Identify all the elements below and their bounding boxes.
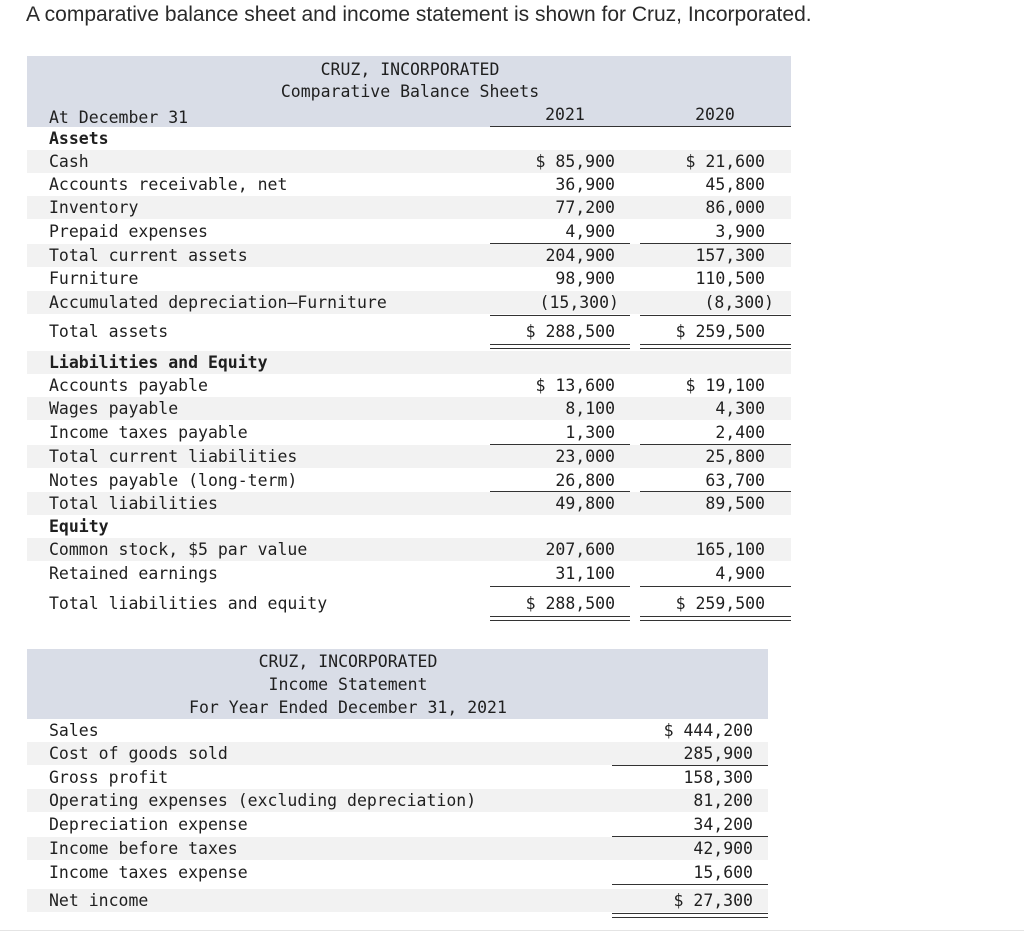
liabilities-heading-row (27, 351, 791, 374)
table-row: Income taxes expense 15,600 (49, 863, 753, 882)
assets-double-rule-2020 (640, 344, 791, 349)
liabilities-heading: Liabilities and Equity (49, 353, 268, 372)
income-period: For Year Ended December 31, 2021 (189, 698, 507, 717)
net-income-rule (612, 884, 768, 885)
table-row: Operating expenses (excluding depreciation) 81,200 (27, 789, 768, 812)
col-head-2021: 2021 (545, 105, 585, 124)
table-row: Accounts receivable, net 36,900 45,800 (49, 175, 765, 194)
tle-rule-2021 (490, 586, 630, 587)
income-company: CRUZ, INCORPORATED (258, 652, 438, 671)
table-row: Inventory 77,200 86,000 (27, 196, 791, 219)
table-row: Income taxes payable 1,300 2,400 (49, 423, 765, 442)
equity-heading: Equity (49, 517, 109, 536)
income-title: Income Statement (268, 675, 428, 694)
assets-heading-row (27, 127, 791, 150)
balance-title: Comparative Balance Sheets (280, 82, 540, 101)
table-row: Furniture 98,900 110,500 (49, 269, 765, 288)
tle-double-rule-2020 (640, 616, 791, 621)
net-income-double-rule (612, 913, 768, 918)
divider (0, 930, 1024, 931)
table-row: Total current assets 204,900 157,300 (27, 244, 791, 267)
table-row: Accumulated depreciation—Furniture (15,300) (8,300) (27, 291, 791, 314)
table-row: Cash $ 85,900 $ 21,600 (27, 150, 791, 173)
assets-total-rule-2021 (490, 315, 630, 316)
table-row: Total liabilities 49,800 89,500 (27, 492, 791, 515)
table-row-total: Total liabilities and equity $ 288,500 $ 259,500 (49, 594, 765, 613)
table-row: Cost of goods sold 285,900 (27, 742, 768, 765)
table-row: Accounts payable $ 13,600 $ 19,100 (49, 376, 765, 395)
tle-rule-2020 (640, 586, 791, 587)
table-row: Total current liabilities 23,000 25,800 (27, 445, 791, 468)
table-row: Notes payable (long-term) 26,800 63,700 (49, 471, 765, 490)
col-head-2020: 2020 (695, 105, 735, 124)
table-row: Wages payable 8,100 4,300 (27, 397, 791, 420)
table-row: Depreciation expense 34,200 (49, 815, 753, 834)
table-row: Prepaid expenses 4,900 3,900 (49, 222, 765, 241)
table-row: Gross profit 158,300 (49, 768, 753, 787)
tle-double-rule-2021 (490, 616, 630, 621)
balance-company: CRUZ, INCORPORATED (320, 60, 500, 79)
table-row: Common stock, $5 par value 207,600 165,100 (27, 538, 791, 561)
table-row: Retained earnings 31,100 4,900 (49, 564, 765, 583)
assets-heading: Assets (49, 129, 109, 148)
intro-text: A comparative balance sheet and income statement is shown for Cruz, Incorporated. (26, 3, 812, 26)
date-label: At December 31 (49, 108, 189, 127)
table-row: Sales $ 444,200 (49, 721, 753, 740)
assets-total-rule-2020 (640, 315, 791, 316)
table-row-total: Total assets $ 288,500 $ 259,500 (49, 322, 765, 341)
equity-heading-row (27, 515, 791, 538)
assets-double-rule-2021 (490, 344, 630, 349)
table-row: Income before taxes 42,900 (27, 837, 768, 860)
table-row-total: Net income $ 27,300 (27, 889, 768, 912)
